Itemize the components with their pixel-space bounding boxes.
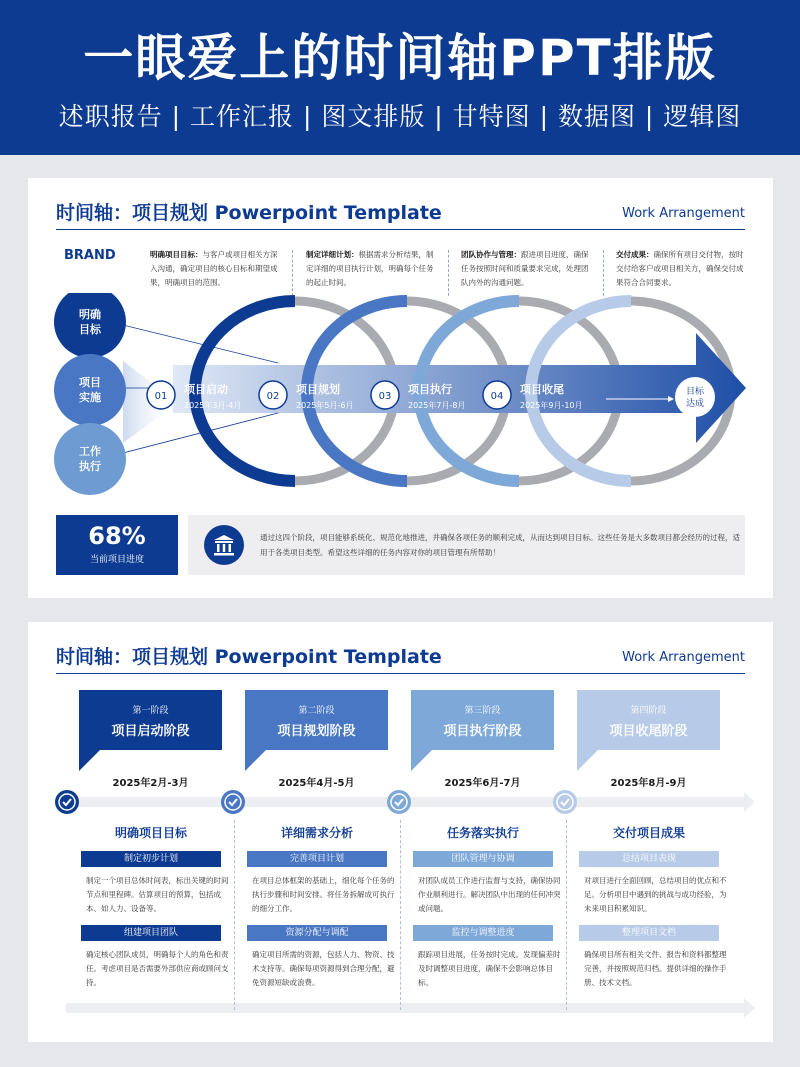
card-tag: Work Arrangement bbox=[622, 650, 745, 665]
title-divider bbox=[56, 229, 745, 230]
task-text: 制定一个项目总体时间表，标出关键的时间节点和里程碑。估算项目的预算，包括成本、如人力、设备等。 bbox=[86, 876, 229, 913]
phase-name: 项目启动阶段 bbox=[111, 724, 190, 739]
description-text: 根据需求分析结果，制定详细的项目执行计划，明确每个任务的起止时间。 bbox=[306, 250, 434, 287]
svg-text:达成: 达成 bbox=[685, 399, 705, 409]
phase-date: 2025年2月-3月 bbox=[112, 778, 189, 789]
description-1 bbox=[150, 248, 284, 290]
phase-heading: 详细需求分析 bbox=[280, 826, 353, 840]
svg-text:2025年7月-8月: 2025年7月-8月 bbox=[408, 401, 466, 410]
task-text: 对团队成员工作进行监督与支持，确保协同作业顺利进行。解决团队中出现的任何冲突或问题。 bbox=[418, 876, 561, 913]
description-label: 明确项目目标： bbox=[150, 250, 203, 259]
timeline-card-1 bbox=[28, 178, 773, 598]
note-box bbox=[188, 515, 745, 575]
phase-date: 2025年8月-9月 bbox=[610, 778, 687, 789]
svg-text:项目执行: 项目执行 bbox=[408, 383, 452, 396]
svg-text:2025年3月-4月: 2025年3月-4月 bbox=[184, 401, 242, 410]
side-circle-execute bbox=[54, 423, 126, 495]
column-divider bbox=[566, 820, 567, 1010]
task-bar: 团队管理与协调 bbox=[413, 851, 553, 867]
svg-text:2025年5月-6月: 2025年5月-6月 bbox=[296, 401, 354, 410]
task-bar: 组建项目团队 bbox=[81, 925, 221, 941]
phase-name: 项目执行阶段 bbox=[443, 724, 522, 739]
column-divider bbox=[400, 820, 401, 1010]
phase-heading: 交付项目成果 bbox=[612, 826, 685, 840]
task-text: 确保项目所有相关文件、报告和资料都整理完善，并按照规范归档。提供详细的操作手册、技术文档。 bbox=[584, 950, 727, 987]
svg-text:03: 03 bbox=[378, 391, 392, 402]
phase-card-1 bbox=[79, 690, 222, 772]
step-3 bbox=[371, 381, 465, 410]
timeline-arrow bbox=[173, 333, 746, 443]
phase-stage: 第二阶段 bbox=[298, 706, 335, 716]
svg-text:目标: 目标 bbox=[685, 387, 705, 397]
task-bar: 总结项目表现 bbox=[579, 851, 719, 867]
svg-text:工作: 工作 bbox=[79, 445, 101, 458]
task-bar: 资源分配与调配 bbox=[247, 925, 387, 941]
card-title: 时间轴：项目规划 Powerpoint Template bbox=[56, 646, 442, 668]
phase-stage: 第一阶段 bbox=[132, 706, 169, 716]
svg-text:明确: 明确 bbox=[79, 308, 101, 321]
divider bbox=[448, 250, 449, 296]
svg-text:实施: 实施 bbox=[79, 391, 101, 404]
svg-text:项目规划: 项目规划 bbox=[296, 383, 340, 396]
task-bar: 整理项目文档 bbox=[579, 925, 719, 941]
divider bbox=[292, 250, 293, 296]
description-text: 确保所有项目交付物，按时交付给客户或项目相关方，确保交付成果符合合同要求。 bbox=[616, 250, 744, 287]
svg-text:项目: 项目 bbox=[79, 376, 101, 389]
svg-text:项目收尾: 项目收尾 bbox=[520, 383, 564, 396]
task-text: 对项目进行全面回顾，总结项目的优点和不足。分析项目中遇到的挑战与成功经验，为未来项目积累知识。 bbox=[584, 876, 727, 913]
brand-label: BRAND bbox=[64, 248, 116, 263]
description-text: 与客户或项目相关方深入沟通，确定项目的核心目标和期望成果，明确项目的范围。 bbox=[150, 250, 278, 287]
timeline-card-2 bbox=[28, 622, 773, 1042]
step-2 bbox=[259, 381, 353, 410]
side-circle-implement bbox=[54, 354, 126, 426]
task-text: 跟踪项目进展，任务按时完成。发现偏差时及时调整项目进度，确保不会影响总体目标。 bbox=[418, 950, 561, 987]
bank-icon bbox=[204, 525, 244, 565]
divider bbox=[603, 250, 604, 296]
bottom-track bbox=[66, 1003, 746, 1013]
phase-card-4 bbox=[577, 690, 720, 772]
phase-heading: 任务落实执行 bbox=[446, 826, 519, 840]
description-label: 团队协作与管理： bbox=[461, 250, 521, 259]
note-text: 通过这四个阶段，项目能够系统化、规范化地推进，并确保各项任务的顺利完成，从而达到项目目标。这些任务是大多数项目都会经历的过程，适用于各类项目类型。希望这些详细的任务内容对你的项目管理有所帮助！ bbox=[260, 533, 740, 557]
svg-text:项目启动: 项目启动 bbox=[184, 383, 228, 396]
progress-box bbox=[56, 515, 178, 575]
phase-date: 2025年4月-5月 bbox=[278, 778, 355, 789]
description-2 bbox=[306, 248, 440, 290]
svg-text:04: 04 bbox=[490, 391, 504, 402]
description-text: 跟进项目进度，确保任务按照时间和质量要求完成，处理团队内外的沟通问题。 bbox=[461, 250, 589, 287]
phase-heading: 明确项目目标 bbox=[114, 826, 187, 840]
check-icon bbox=[387, 790, 411, 814]
svg-text:2025年9月-10月: 2025年9月-10月 bbox=[520, 401, 583, 410]
phase-name: 项目规划阶段 bbox=[277, 724, 356, 739]
task-bar: 制定初步计划 bbox=[81, 851, 221, 867]
description-label: 制定详细计划： bbox=[306, 250, 359, 259]
check-icon bbox=[221, 790, 245, 814]
page-title: 一眼爱上的时间轴PPT排版 bbox=[83, 29, 717, 87]
top-track-arrowhead bbox=[744, 792, 755, 812]
page-subtitle: 述职报告 | 工作汇报 | 图文排版 | 甘特图 | 数据图 | 逻辑图 bbox=[58, 102, 742, 131]
description-4 bbox=[616, 248, 750, 290]
timeline-diagram bbox=[28, 293, 773, 508]
card-tag: Work Arrangement bbox=[622, 206, 745, 221]
check-icon bbox=[55, 790, 79, 814]
task-text: 在项目总体框架的基础上，细化每个任务的执行步骤和时间安排。将任务拆解成可执行的细分工作。 bbox=[252, 876, 395, 913]
phase-date: 2025年6月-7月 bbox=[444, 778, 521, 789]
step-1 bbox=[147, 381, 241, 410]
description-label: 交付成果： bbox=[616, 250, 654, 259]
task-bar: 完善项目计划 bbox=[247, 851, 387, 867]
task-bar: 监控与调整进度 bbox=[413, 925, 553, 941]
svg-text:02: 02 bbox=[266, 391, 280, 402]
svg-text:目标: 目标 bbox=[79, 323, 101, 336]
task-text: 确定项目所需的资源，包括人力、物资、技术支持等。确保每项资源得到合理分配，避免资源短缺或浪费。 bbox=[252, 950, 395, 987]
check-icon bbox=[553, 790, 577, 814]
column-divider bbox=[234, 820, 235, 1010]
goal-circle bbox=[675, 377, 715, 417]
side-circle-goal bbox=[54, 293, 126, 358]
page-header bbox=[0, 0, 800, 155]
progress-label: 当前项目进度 bbox=[89, 555, 144, 565]
phase-stage: 第四阶段 bbox=[630, 706, 667, 716]
bottom-track-arrowhead bbox=[744, 998, 755, 1018]
phase-card-2 bbox=[245, 690, 388, 772]
task-text: 确定核心团队成员，明确每个人的角色和责任。考虑项目是否需要外部供应商或顾问支持。 bbox=[86, 950, 229, 987]
phase-stage: 第三阶段 bbox=[464, 706, 501, 716]
svg-text:01: 01 bbox=[154, 391, 168, 402]
description-3 bbox=[461, 248, 595, 290]
card-title: 时间轴：项目规划 Powerpoint Template bbox=[56, 202, 442, 224]
phase-name: 项目收尾阶段 bbox=[609, 724, 688, 739]
svg-text:执行: 执行 bbox=[79, 460, 101, 473]
progress-value: 68% bbox=[88, 522, 146, 550]
phase-card-3 bbox=[411, 690, 554, 772]
